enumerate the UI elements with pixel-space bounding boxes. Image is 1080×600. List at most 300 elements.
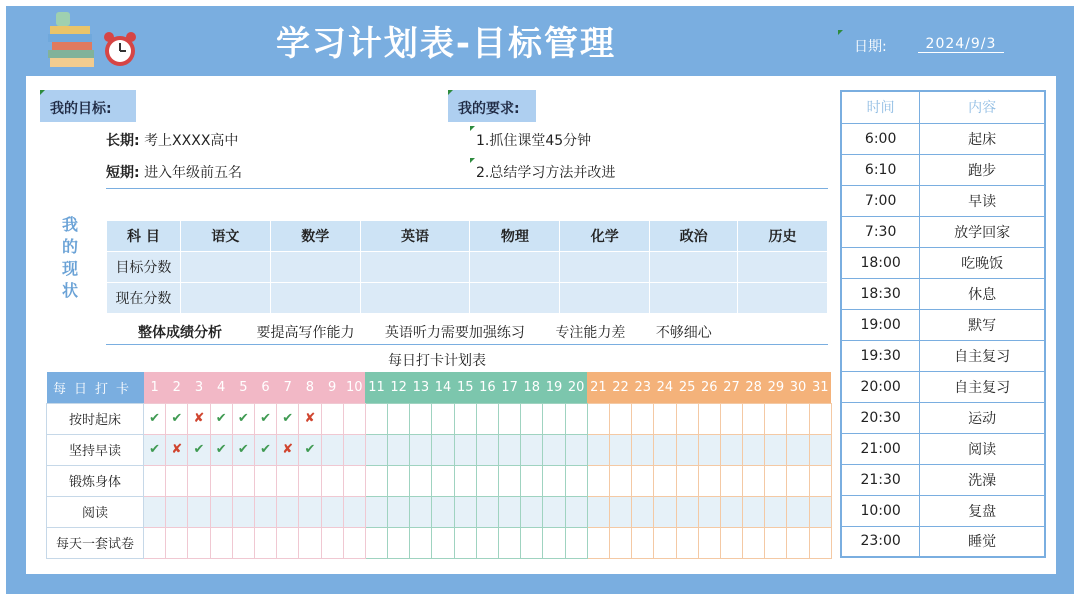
checkin-header-label: 每日打卡 <box>47 372 144 403</box>
checkin-cell[interactable] <box>632 496 654 527</box>
day-header-cell: 22 <box>609 372 631 403</box>
checkin-cell[interactable] <box>565 465 587 496</box>
checkin-cell[interactable] <box>787 496 809 527</box>
check-icon: ✔ <box>171 411 183 426</box>
checkin-cell[interactable] <box>476 496 498 527</box>
checkin-cell[interactable] <box>499 496 521 527</box>
checkin-cell[interactable] <box>743 496 765 527</box>
checkin-cell[interactable] <box>809 496 831 527</box>
short-term-label: 短期: <box>106 165 140 181</box>
checkin-cell[interactable] <box>676 527 698 558</box>
checkin-row <box>47 496 832 527</box>
checkin-cell[interactable] <box>277 496 299 527</box>
checkin-cell[interactable] <box>476 434 498 465</box>
check-icon: ✔ <box>304 442 316 457</box>
checkin-cell[interactable] <box>254 496 276 527</box>
date-value[interactable]: 2024/9/3 <box>918 36 1004 53</box>
score-cell[interactable] <box>180 252 270 283</box>
checkin-cell[interactable] <box>765 465 787 496</box>
checkin-cell[interactable] <box>454 527 476 558</box>
score-cell[interactable] <box>650 252 738 283</box>
checkin-cell[interactable] <box>299 465 321 496</box>
day-header-cell: 2 <box>166 372 188 403</box>
analysis-label: 整体成绩分析 <box>138 325 222 341</box>
checkin-cell[interactable] <box>743 527 765 558</box>
checkin-cell[interactable] <box>698 434 720 465</box>
checkin-row <box>47 434 832 465</box>
schedule-time[interactable]: 19:30 <box>841 340 920 371</box>
checkin-cell[interactable] <box>720 434 742 465</box>
checkin-cell[interactable] <box>587 434 609 465</box>
schedule-activity[interactable]: 早读 <box>920 185 1045 216</box>
status-side-label <box>60 214 80 302</box>
checkin-cell[interactable] <box>321 527 343 558</box>
schedule-row <box>841 216 1045 247</box>
cross-icon: ✘ <box>171 442 183 457</box>
checkin-cell[interactable] <box>743 465 765 496</box>
schedule-row <box>841 247 1045 278</box>
alarm-clock-icon <box>102 30 138 68</box>
checkin-cell[interactable] <box>210 496 232 527</box>
schedule-time[interactable]: 10:00 <box>841 495 920 526</box>
checkin-cell[interactable] <box>676 403 698 434</box>
checkin-cell[interactable] <box>299 403 321 434</box>
checkin-cell[interactable] <box>232 465 254 496</box>
checkin-cell[interactable] <box>166 403 188 434</box>
day-header-cell: 31 <box>809 372 831 403</box>
checkin-cell[interactable] <box>210 403 232 434</box>
checkin-cell[interactable] <box>299 496 321 527</box>
checkin-header-row <box>47 372 832 403</box>
schedule-header-content: 内容 <box>920 91 1045 123</box>
checkin-cell[interactable] <box>144 496 166 527</box>
row-label: 现在分数 <box>107 283 181 314</box>
checkin-cell[interactable] <box>254 527 276 558</box>
schedule-row <box>841 464 1045 495</box>
schedule-time[interactable]: 19:00 <box>841 309 920 340</box>
long-term-value[interactable]: 考上XXXX高中 <box>144 133 239 149</box>
scores-header-cell: 英语 <box>360 221 470 252</box>
checkin-cell[interactable] <box>188 527 210 558</box>
day-header-cell: 12 <box>388 372 410 403</box>
checkin-cell[interactable] <box>188 434 210 465</box>
schedule-activity[interactable]: 休息 <box>920 278 1045 309</box>
checkin-cell[interactable] <box>166 434 188 465</box>
scores-header-cell: 科 目 <box>107 221 181 252</box>
date-label: 日期: <box>854 39 887 55</box>
checkin-cell[interactable] <box>720 527 742 558</box>
checkin-cell[interactable] <box>587 465 609 496</box>
day-header-cell: 5 <box>232 372 254 403</box>
checkin-cell[interactable] <box>565 434 587 465</box>
page-title: 学习计划表-目标管理 <box>275 24 617 64</box>
checkin-cell[interactable] <box>299 527 321 558</box>
schedule-time[interactable]: 7:00 <box>841 185 920 216</box>
checkin-cell[interactable] <box>787 403 809 434</box>
checkin-cell[interactable] <box>543 465 565 496</box>
checkin-cell[interactable] <box>609 496 631 527</box>
schedule-time[interactable]: 7:30 <box>841 216 920 247</box>
score-cell[interactable] <box>180 283 270 314</box>
schedule-time[interactable]: 20:00 <box>841 371 920 402</box>
checkin-cell[interactable] <box>410 403 432 434</box>
check-icon: ✔ <box>215 442 227 457</box>
scores-header-row <box>107 221 828 252</box>
schedule-table <box>840 90 1046 558</box>
checkin-cell[interactable] <box>632 527 654 558</box>
day-header-cell: 17 <box>499 372 521 403</box>
checkin-cell[interactable] <box>232 496 254 527</box>
checkin-cell[interactable] <box>454 403 476 434</box>
checkin-cell[interactable] <box>144 465 166 496</box>
checkin-cell[interactable] <box>432 496 454 527</box>
day-header-cell: 24 <box>654 372 676 403</box>
checkin-cell[interactable] <box>410 434 432 465</box>
schedule-activity[interactable]: 睡觉 <box>920 526 1045 557</box>
check-icon: ✔ <box>260 411 271 426</box>
corner-mark <box>838 30 843 35</box>
checkin-cell[interactable] <box>632 403 654 434</box>
day-header-cell: 4 <box>210 372 232 403</box>
checkin-cell[interactable] <box>210 465 232 496</box>
checkin-cell[interactable] <box>144 434 166 465</box>
checkin-cell[interactable] <box>609 465 631 496</box>
check-icon: ✔ <box>149 442 161 457</box>
corner-mark <box>448 90 453 95</box>
schedule-activity[interactable]: 自主复习 <box>920 340 1045 371</box>
score-cell[interactable] <box>738 283 828 314</box>
schedule-activity[interactable]: 起床 <box>920 123 1045 154</box>
scores-header-cell: 数学 <box>270 221 360 252</box>
analysis-item[interactable]: 不够细心 <box>655 325 712 341</box>
checkin-cell[interactable] <box>476 403 498 434</box>
checkin-cell[interactable] <box>410 496 432 527</box>
requirement-item[interactable]: 2.总结学习方法并改进 <box>476 165 616 181</box>
cross-icon: ✘ <box>193 411 205 426</box>
checkin-cell[interactable] <box>521 496 543 527</box>
day-header-cell: 14 <box>432 372 454 403</box>
check-icon: ✔ <box>282 411 294 426</box>
checkin-cell[interactable] <box>254 434 276 465</box>
schedule-activity[interactable]: 跑步 <box>920 154 1045 185</box>
schedule-row <box>841 278 1045 309</box>
day-header-cell: 13 <box>410 372 432 403</box>
checkin-cell[interactable] <box>632 434 654 465</box>
check-icon: ✔ <box>193 442 205 457</box>
schedule-activity[interactable]: 复盘 <box>920 495 1045 526</box>
checkin-cell[interactable] <box>410 465 432 496</box>
checkin-cell[interactable] <box>676 465 698 496</box>
day-header-cell: 1 <box>144 372 166 403</box>
schedule-row <box>841 340 1045 371</box>
schedule-row <box>841 495 1045 526</box>
checkin-cell[interactable] <box>543 496 565 527</box>
checkin-cell[interactable] <box>787 434 809 465</box>
day-header-cell: 8 <box>299 372 321 403</box>
checkin-cell[interactable] <box>210 434 232 465</box>
checkin-cell[interactable] <box>166 465 188 496</box>
checkin-cell[interactable] <box>676 434 698 465</box>
checkin-cell[interactable] <box>609 527 631 558</box>
checkin-cell[interactable] <box>410 527 432 558</box>
schedule-header-row <box>841 91 1045 123</box>
day-header-cell: 26 <box>698 372 720 403</box>
schedule-row <box>841 123 1045 154</box>
checkin-cell[interactable] <box>343 403 365 434</box>
checkin-cell[interactable] <box>565 527 587 558</box>
schedule-activity[interactable]: 运动 <box>920 402 1045 433</box>
checkin-cell[interactable] <box>587 403 609 434</box>
scores-header-cell: 历史 <box>738 221 828 252</box>
checkin-cell[interactable] <box>454 496 476 527</box>
checkin-cell[interactable] <box>809 434 831 465</box>
schedule-row <box>841 185 1045 216</box>
checkin-cell[interactable] <box>432 403 454 434</box>
checkin-cell[interactable] <box>388 496 410 527</box>
checkin-cell[interactable] <box>765 434 787 465</box>
schedule-activity[interactable]: 放学回家 <box>920 216 1045 247</box>
schedule-activity[interactable]: 阅读 <box>920 433 1045 464</box>
checkin-cell[interactable] <box>787 465 809 496</box>
schedule-row <box>841 309 1045 340</box>
score-cell[interactable] <box>470 252 560 283</box>
corner-mark <box>470 158 475 163</box>
checkin-cell[interactable] <box>809 465 831 496</box>
requirement-item[interactable]: 1.抓住课堂45分钟 <box>476 133 592 149</box>
checkin-cell[interactable] <box>144 403 166 434</box>
check-icon: ✔ <box>149 411 161 426</box>
checkin-cell[interactable] <box>743 403 765 434</box>
analysis-item[interactable]: 英语听力需要加强练习 <box>384 325 525 341</box>
checkin-cell[interactable] <box>166 527 188 558</box>
checkin-cell[interactable] <box>277 465 299 496</box>
checkin-cell[interactable] <box>365 403 387 434</box>
checkin-cell[interactable] <box>765 403 787 434</box>
checkin-cell[interactable] <box>277 434 299 465</box>
checkin-cell[interactable] <box>765 527 787 558</box>
score-cell[interactable] <box>360 252 470 283</box>
checkin-cell[interactable] <box>587 527 609 558</box>
analysis-line <box>138 322 738 342</box>
schedule-row <box>841 154 1045 185</box>
schedule-time[interactable]: 21:30 <box>841 464 920 495</box>
checkin-cell[interactable] <box>188 403 210 434</box>
day-header-cell: 30 <box>787 372 809 403</box>
checkin-row-label: 按时起床 <box>47 403 144 434</box>
checkin-cell[interactable] <box>720 496 742 527</box>
status-char: 状 <box>61 281 78 300</box>
score-cell[interactable] <box>470 283 560 314</box>
score-cell[interactable] <box>560 252 650 283</box>
corner-mark <box>40 90 45 95</box>
checkin-cell[interactable] <box>654 527 676 558</box>
checkin-cell[interactable] <box>654 403 676 434</box>
checkin-cell[interactable] <box>232 527 254 558</box>
checkin-cell[interactable] <box>609 434 631 465</box>
score-cell[interactable] <box>650 283 738 314</box>
day-header-cell: 28 <box>743 372 765 403</box>
checkin-cell[interactable] <box>254 465 276 496</box>
checkin-cell[interactable] <box>299 434 321 465</box>
checkin-title: 每日打卡计划表 <box>388 353 486 369</box>
checkin-cell[interactable] <box>720 465 742 496</box>
day-header-cell: 29 <box>765 372 787 403</box>
schedule-activity[interactable]: 默写 <box>920 309 1045 340</box>
schedule-time[interactable]: 21:00 <box>841 433 920 464</box>
checkin-cell[interactable] <box>654 434 676 465</box>
books-icon <box>46 12 98 70</box>
checkin-cell[interactable] <box>343 465 365 496</box>
checkin-cell[interactable] <box>809 527 831 558</box>
checkin-cell[interactable] <box>343 496 365 527</box>
checkin-cell[interactable] <box>144 527 166 558</box>
short-term-goal <box>106 162 242 182</box>
checkin-cell[interactable] <box>432 465 454 496</box>
checkin-cell[interactable] <box>343 527 365 558</box>
checkin-cell[interactable] <box>321 434 343 465</box>
score-cell[interactable] <box>270 252 360 283</box>
check-icon: ✔ <box>237 411 249 426</box>
scores-table <box>106 220 828 314</box>
checkin-cell[interactable] <box>765 496 787 527</box>
checkin-cell[interactable] <box>365 527 387 558</box>
score-cell[interactable] <box>560 283 650 314</box>
checkin-cell[interactable] <box>388 465 410 496</box>
checkin-cell[interactable] <box>210 527 232 558</box>
schedule-activity[interactable]: 吃晚饭 <box>920 247 1045 278</box>
checkin-cell[interactable] <box>654 465 676 496</box>
checkin-cell[interactable] <box>587 496 609 527</box>
checkin-cell[interactable] <box>277 527 299 558</box>
checkin-cell[interactable] <box>476 465 498 496</box>
check-icon: ✔ <box>260 442 271 457</box>
day-header-cell: 25 <box>676 372 698 403</box>
checkin-cell[interactable] <box>476 527 498 558</box>
checkin-cell[interactable] <box>188 496 210 527</box>
row-label: 目标分数 <box>107 252 181 283</box>
checkin-cell[interactable] <box>565 403 587 434</box>
day-header-cell: 20 <box>565 372 587 403</box>
checkin-cell[interactable] <box>720 403 742 434</box>
checkin-cell[interactable] <box>388 527 410 558</box>
checkin-cell[interactable] <box>277 403 299 434</box>
day-header-cell: 6 <box>254 372 276 403</box>
analysis-item[interactable]: 要提高写作能力 <box>256 325 355 341</box>
schedule-row <box>841 402 1045 433</box>
checkin-cell[interactable] <box>809 403 831 434</box>
checkin-cell[interactable] <box>388 403 410 434</box>
checkin-cell[interactable] <box>321 496 343 527</box>
checkin-cell[interactable] <box>321 403 343 434</box>
checkin-cell[interactable] <box>365 496 387 527</box>
checkin-cell[interactable] <box>499 527 521 558</box>
schedule-time[interactable]: 6:00 <box>841 123 920 154</box>
checkin-cell[interactable] <box>787 527 809 558</box>
schedule-time[interactable]: 6:10 <box>841 154 920 185</box>
goals-label: 我的目标: <box>40 90 136 122</box>
checkin-cell[interactable] <box>521 403 543 434</box>
checkin-cell[interactable] <box>743 434 765 465</box>
checkin-cell[interactable] <box>188 465 210 496</box>
schedule-row <box>841 433 1045 464</box>
corner-mark <box>470 126 475 131</box>
schedule-time[interactable]: 23:00 <box>841 526 920 557</box>
checkin-cell[interactable] <box>388 434 410 465</box>
day-header-cell: 23 <box>632 372 654 403</box>
checkin-cell[interactable] <box>454 434 476 465</box>
checkin-cell[interactable] <box>543 527 565 558</box>
scores-header-cell: 政治 <box>650 221 738 252</box>
checkin-cell[interactable] <box>365 434 387 465</box>
check-icon: ✔ <box>215 411 227 426</box>
status-char: 我 <box>61 215 78 234</box>
header <box>6 6 1074 76</box>
checkin-cell[interactable] <box>632 465 654 496</box>
checkin-cell[interactable] <box>698 496 720 527</box>
checkin-cell[interactable] <box>254 403 276 434</box>
status-char: 的 <box>61 237 78 256</box>
checkin-cell[interactable] <box>521 434 543 465</box>
checkin-cell[interactable] <box>499 434 521 465</box>
schedule-activity[interactable]: 自主复习 <box>920 371 1045 402</box>
checkin-cell[interactable] <box>432 527 454 558</box>
checkin-cell[interactable] <box>698 403 720 434</box>
day-header-cell: 10 <box>343 372 365 403</box>
score-cell[interactable] <box>360 283 470 314</box>
schedule-time[interactable]: 18:00 <box>841 247 920 278</box>
day-header-cell: 11 <box>365 372 387 403</box>
checkin-cell[interactable] <box>565 496 587 527</box>
checkin-cell[interactable] <box>432 434 454 465</box>
scores-header-cell: 语文 <box>180 221 270 252</box>
checkin-cell[interactable] <box>499 465 521 496</box>
checkin-cell[interactable] <box>698 527 720 558</box>
target-score-row <box>107 252 828 283</box>
checkin-cell[interactable] <box>698 465 720 496</box>
score-cell[interactable] <box>738 252 828 283</box>
schedule-time[interactable]: 18:30 <box>841 278 920 309</box>
checkin-cell[interactable] <box>454 465 476 496</box>
checkin-cell[interactable] <box>343 434 365 465</box>
checkin-cell[interactable] <box>232 434 254 465</box>
checkin-cell[interactable] <box>365 465 387 496</box>
score-cell[interactable] <box>270 283 360 314</box>
checkin-cell[interactable] <box>609 403 631 434</box>
day-header-cell: 15 <box>454 372 476 403</box>
checkin-cell[interactable] <box>499 403 521 434</box>
checkin-cell[interactable] <box>543 434 565 465</box>
analysis-item[interactable]: 专注能力差 <box>555 325 626 341</box>
checkin-cell[interactable] <box>654 496 676 527</box>
day-header-cell: 19 <box>543 372 565 403</box>
short-term-value[interactable]: 进入年级前五名 <box>144 165 243 181</box>
checkin-cell[interactable] <box>166 496 188 527</box>
schedule-time[interactable]: 20:30 <box>841 402 920 433</box>
cross-icon: ✘ <box>282 442 294 457</box>
long-term-label: 长期: <box>106 133 140 149</box>
checkin-cell[interactable] <box>232 403 254 434</box>
checkin-cell[interactable] <box>521 527 543 558</box>
schedule-activity[interactable]: 洗澡 <box>920 464 1045 495</box>
checkin-cell[interactable] <box>521 465 543 496</box>
check-icon: ✔ <box>237 442 249 457</box>
day-header-cell: 9 <box>321 372 343 403</box>
checkin-cell[interactable] <box>543 403 565 434</box>
main-panel <box>26 76 1056 574</box>
checkin-cell[interactable] <box>321 465 343 496</box>
checkin-cell[interactable] <box>676 496 698 527</box>
day-header-cell: 3 <box>188 372 210 403</box>
